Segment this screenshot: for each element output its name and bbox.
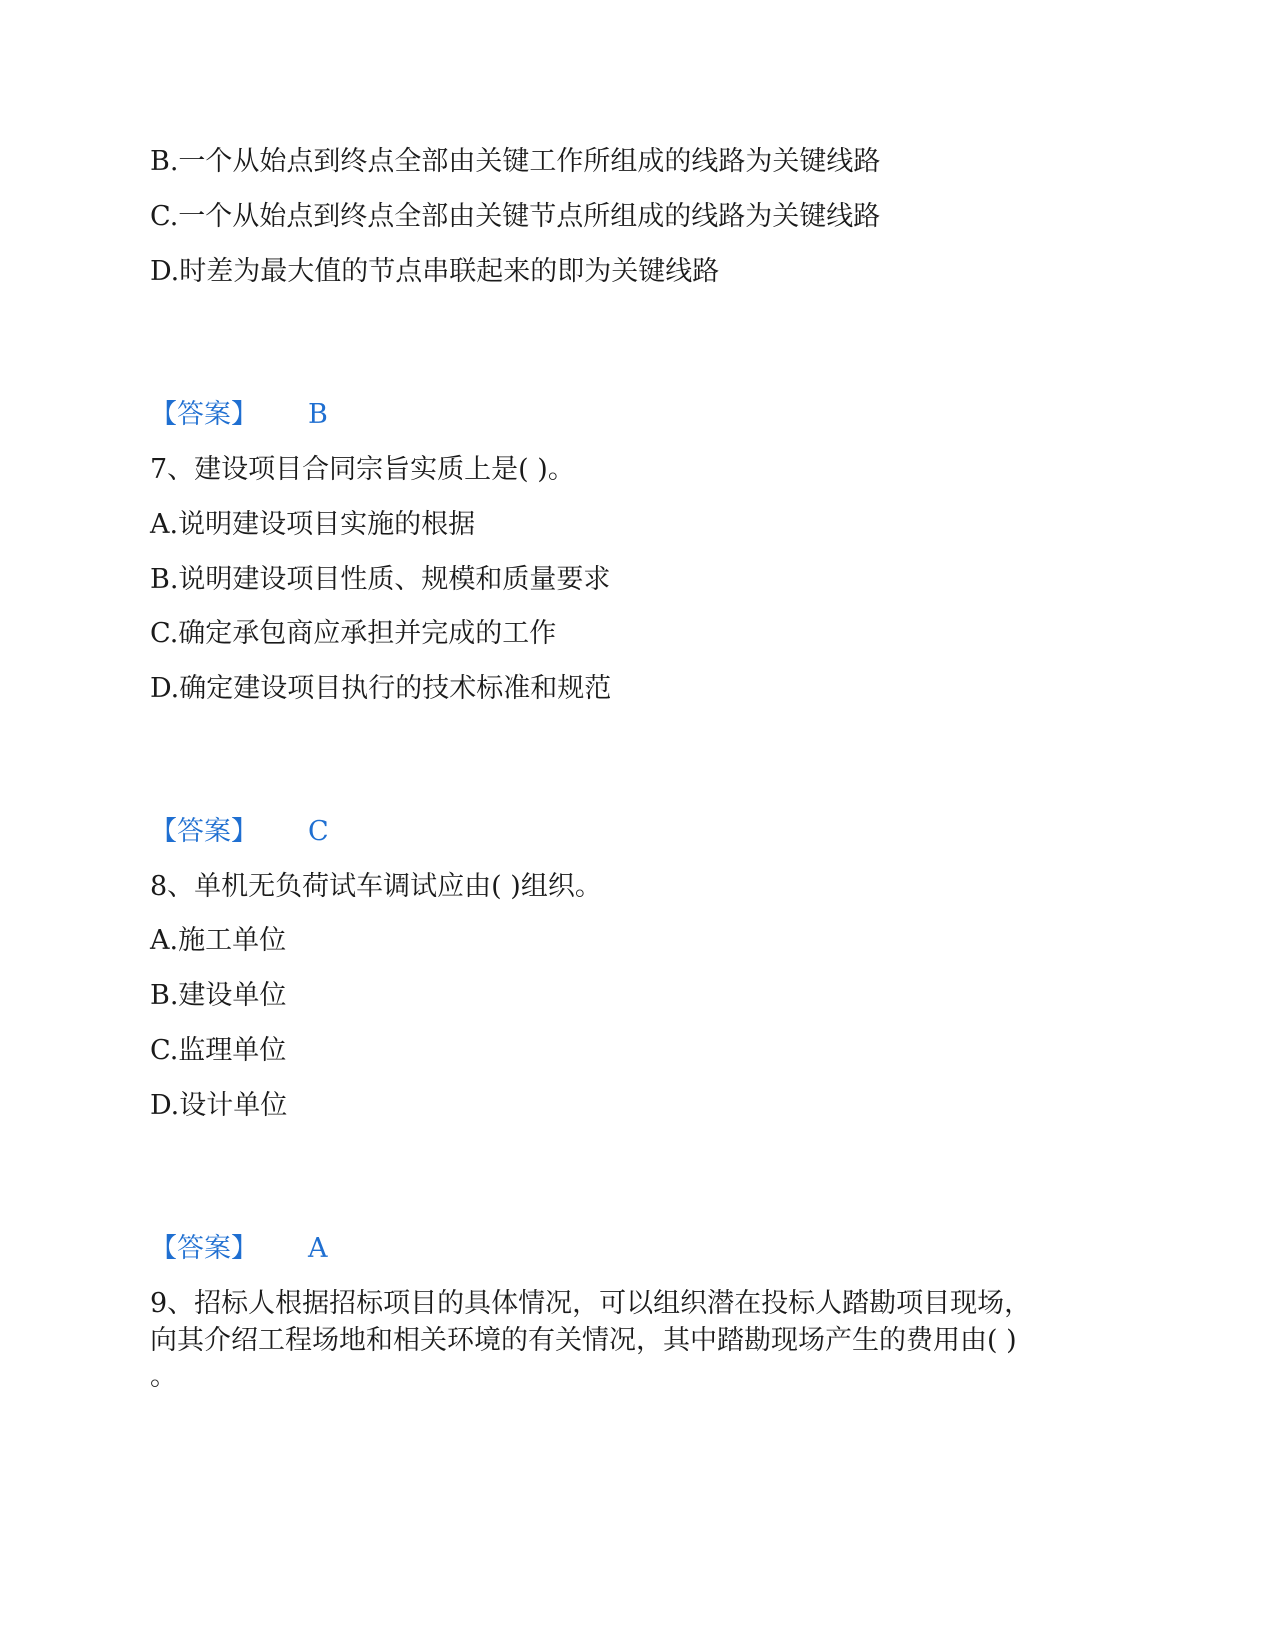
q6-option-b: B.一个从始点到终点全部由关键工作所组成的线路为关键线路 bbox=[150, 146, 881, 177]
q6-option-d: D.时差为最大值的节点串联起来的即为关键线路 bbox=[150, 256, 720, 287]
q7-answer bbox=[150, 815, 329, 849]
q6-answer bbox=[150, 398, 328, 432]
answer-value: C bbox=[308, 816, 329, 847]
q9-stem-line-3: 。 bbox=[150, 1361, 177, 1392]
q7-option-b: B.说明建设项目性质、规模和质量要求 bbox=[150, 564, 611, 595]
q8-option-b: B.建设单位 bbox=[150, 980, 287, 1011]
q7-stem: 7、建设项目合同宗旨实质上是( )。 bbox=[150, 454, 575, 485]
q9-stem-line-2: 向其介绍工程场地和相关环境的有关情况，其中踏勘现场产生的费用由( ) bbox=[150, 1325, 1017, 1356]
q8-answer bbox=[150, 1232, 328, 1266]
q7-option-c: C.确定承包商应承担并完成的工作 bbox=[150, 618, 557, 649]
answer-label: 【答案】 bbox=[150, 399, 258, 430]
answer-value: B bbox=[308, 399, 328, 430]
q6-option-c: C.一个从始点到终点全部由关键节点所组成的线路为关键线路 bbox=[150, 201, 881, 232]
q8-option-c: C.监理单位 bbox=[150, 1035, 287, 1066]
answer-label: 【答案】 bbox=[150, 1233, 258, 1264]
answer-value: A bbox=[308, 1233, 328, 1264]
q9-stem-line-1: 9、招标人根据招标项目的具体情况，可以组织潜在投标人踏勘项目现场， bbox=[150, 1288, 1032, 1319]
q8-option-d: D.设计单位 bbox=[150, 1090, 288, 1121]
answer-label: 【答案】 bbox=[150, 816, 258, 847]
q7-option-d: D.确定建设项目执行的技术标准和规范 bbox=[150, 673, 612, 704]
q7-option-a: A.说明建设项目实施的根据 bbox=[150, 509, 476, 540]
q8-option-a: A.施工单位 bbox=[150, 925, 287, 956]
q8-stem: 8、单机无负荷试车调试应由( )组织。 bbox=[150, 871, 602, 902]
